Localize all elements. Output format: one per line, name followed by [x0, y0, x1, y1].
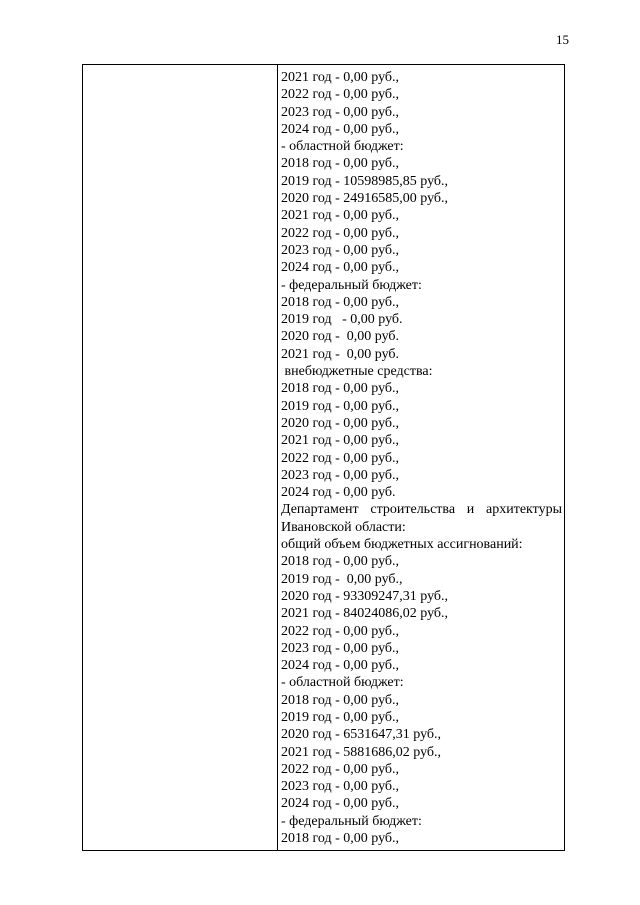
table-text-line: Ивановской области:: [281, 519, 406, 535]
table-text-line: 2020 год - 0,00 руб.,: [281, 415, 400, 431]
table-text-line: 2024 год - 0,00 руб.,: [281, 658, 400, 674]
table-text-line: - областной бюджет:: [281, 675, 404, 691]
table-text-line: 2023 год - 0,00 руб.,: [281, 640, 400, 656]
table-text-line: 2020 год - 6531647,31 руб.,: [281, 727, 442, 743]
table-text-line: 2018 год - 0,00 руб.,: [281, 156, 400, 172]
table-text-line: 2021 год - 5881686,02 руб.,: [281, 744, 442, 760]
table-text-line: 2020 год - 24916585,00 руб.,: [281, 191, 449, 207]
table-text-line: 2019 год - 0,00 руб.,: [281, 571, 403, 587]
table-text-line: 2020 год - 93309247,31 руб.,: [281, 588, 449, 604]
table-text-line: 2024 год - 0,00 руб.: [281, 485, 396, 501]
table-text-line: 2021 год - 0,00 руб.,: [281, 433, 400, 449]
table-text-line: 2022 год - 0,00 руб.,: [281, 225, 400, 241]
table-text-line: 2019 год - 0,00 руб.: [281, 312, 403, 328]
table-text-line: 2018 год - 0,00 руб.,: [281, 831, 400, 847]
table-text-line: 2024 год - 0,00 руб.,: [281, 121, 400, 137]
table-right-cell: [281, 69, 562, 847]
table-text-line: 2021 год - 0,00 руб.,: [281, 208, 400, 224]
column-divider: [277, 65, 278, 850]
table-text-line: 2022 год - 0,00 руб.,: [281, 623, 400, 639]
table-text-line: 2019 год - 0,00 руб.,: [281, 709, 400, 725]
table-text-line: - федеральный бюджет:: [281, 277, 422, 293]
table-text-line: 2019 год - 10598985,85 руб.,: [281, 173, 449, 189]
table-text-line: 2019 год - 0,00 руб.,: [281, 398, 400, 414]
table-text-line: 2020 год - 0,00 руб.: [281, 329, 400, 345]
table-text-line: 2024 год - 0,00 руб.,: [281, 796, 400, 812]
table-text-line: 2023 год - 0,00 руб.,: [281, 779, 400, 795]
table-text-line: 2023 год - 0,00 руб.,: [281, 242, 400, 258]
table-text-line: 2021 год - 0,00 руб.,: [281, 70, 400, 85]
table-text-line: 2022 год - 0,00 руб.,: [281, 450, 400, 466]
table-text-line: 2018 год - 0,00 руб.,: [281, 554, 400, 570]
table-text-line: 2023 год - 0,00 руб.,: [281, 104, 400, 120]
table-text-line: 2018 год - 0,00 руб.,: [281, 692, 400, 708]
funding-table: [82, 64, 565, 851]
table-text-line: 2023 год - 0,00 руб.,: [281, 467, 400, 483]
table-text-line: - областной бюджет:: [281, 139, 404, 155]
table-text-line: 2021 год - 0,00 руб.: [281, 346, 400, 362]
table-text-line: Департамент строительства и архитектуры: [281, 502, 562, 518]
table-text-line: - федеральный бюджет:: [281, 813, 422, 829]
table-text-line: общий объем бюджетных ассигнований:: [281, 537, 523, 553]
page-number: 15: [556, 32, 569, 47]
table-text-line: 2024 год - 0,00 руб.,: [281, 260, 400, 276]
table-text-line: внебюджетные средства:: [281, 364, 433, 380]
table-text-line: 2018 год - 0,00 руб.,: [281, 381, 400, 397]
table-text-line: 2018 год - 0,00 руб.,: [281, 294, 400, 310]
table-text-line: 2022 год - 0,00 руб.,: [281, 87, 400, 103]
table-text-line: 2022 год - 0,00 руб.,: [281, 761, 400, 777]
table-text-line: 2021 год - 84024086,02 руб.,: [281, 606, 449, 622]
